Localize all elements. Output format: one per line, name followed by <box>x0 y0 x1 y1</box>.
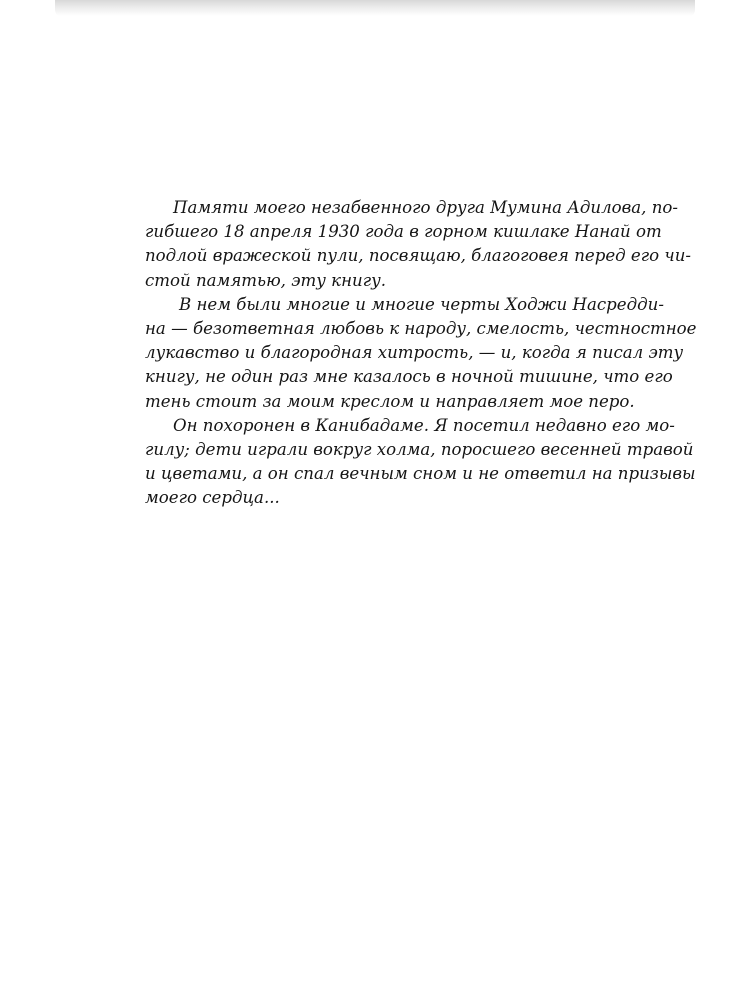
dedication-paragraph-1 <box>145 196 692 293</box>
dedication-paragraph-3 <box>145 414 696 511</box>
dedication-text <box>145 196 697 510</box>
text-line: тень стоит за моим креслом и направляет мое перо. <box>145 391 635 411</box>
text-line: на — безответная любовь к народу, смелость, честностное <box>145 318 697 338</box>
text-line: стой памятью, эту книгу. <box>145 270 386 290</box>
text-line: Памяти моего незабвенного друга Мумина Адилова, по- <box>173 198 679 217</box>
text-line: книгу, не один раз мне казалось в ночной тишине, что его <box>145 367 673 387</box>
text-line: Он похоронен в Канибадаме. Я посетил недавно его мо- <box>173 415 675 435</box>
text-line: лукавство и благородная хитрость, — и, когда я писал эту <box>145 343 684 363</box>
page-top-shadow <box>55 0 695 16</box>
text-line: моего сердца... <box>145 488 280 508</box>
text-line: В нем были многие и многие черты Ходжи Насредди- <box>179 294 664 314</box>
text-line: и цветами, а он спал вечным сном и не ответил на призывы <box>145 464 696 484</box>
dedication-paragraph-2 <box>145 293 697 414</box>
text-line: гибшего 18 апреля 1930 года в горном кишлаке Нанай от <box>145 222 662 242</box>
text-line: подлой вражеской пули, посвящаю, благоговея перед его чи- <box>145 246 692 266</box>
text-line: гилу; дети играли вокруг холма, поросшего весенней травой <box>145 439 694 459</box>
